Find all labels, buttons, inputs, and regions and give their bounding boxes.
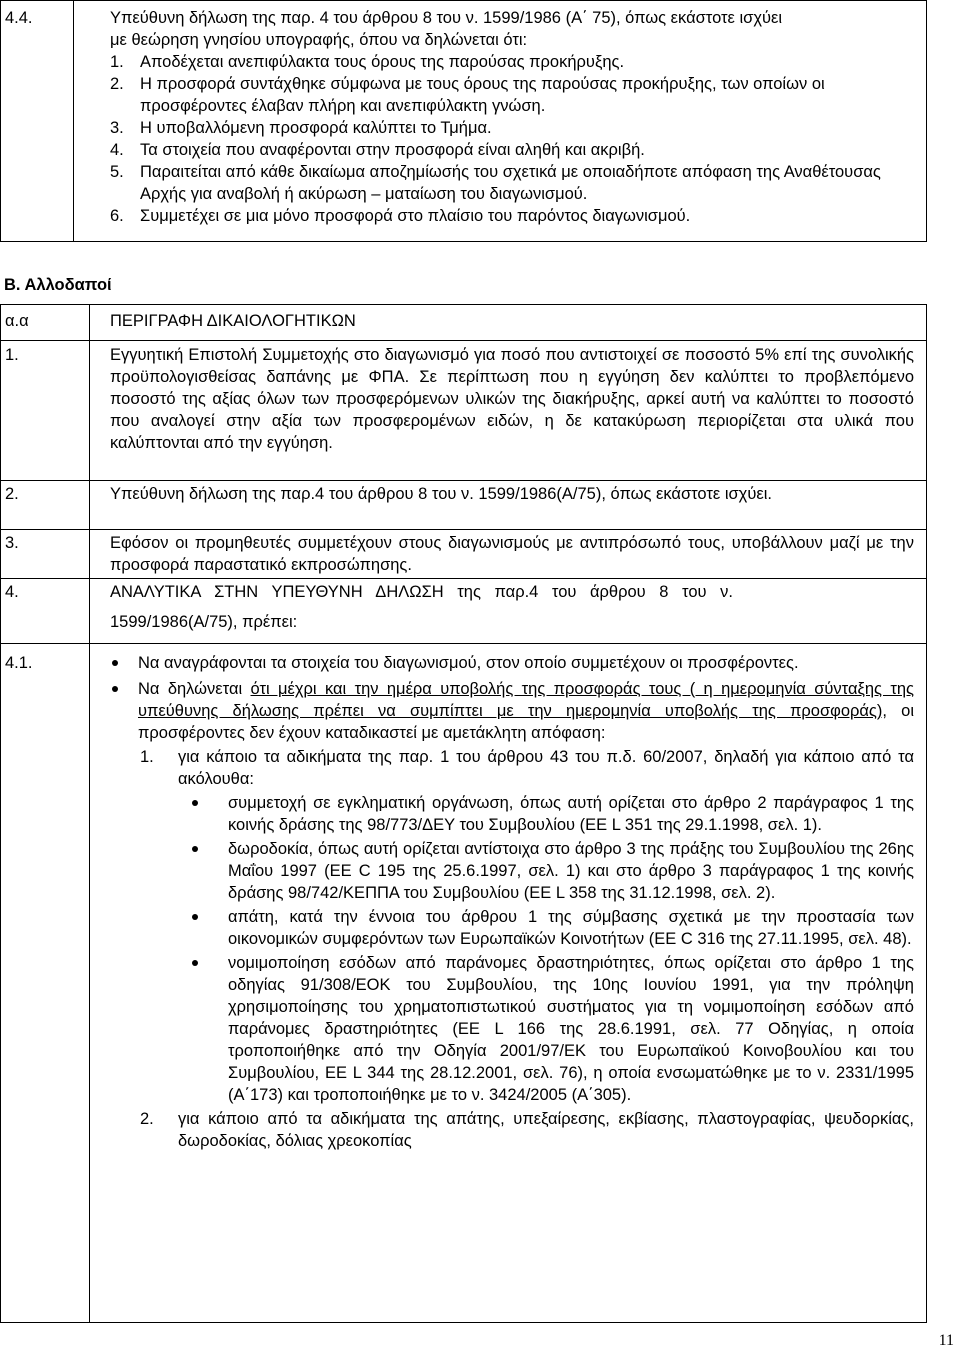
bullet-icon <box>192 800 198 806</box>
section-number: 4.4. <box>5 9 33 27</box>
declaration-intro: Υπεύθυνη δήλωση της παρ. 4 του άρθρου 8 του ν. 1599/1986 (Α΄ 75), όπως εκάστοτε ισχύει με θεώρηση γνησίου υπογραφής, όπου να δηλώνεται ότι: <box>110 9 783 49</box>
list-item: 1. Αποδέχεται ανεπιφύλακτα τους όρους της παρούσας προκήρυξης. <box>110 53 625 71</box>
list-item: 2. Η προσφορά συντάχθηκε σύμφωνα με τους όρους της παρούσας προκήρυξης, των οποίων οι προσφέροντες έλαβαν πλήρη και ανεπιφύλακτη γνώση. <box>110 75 825 115</box>
bullet-icon <box>112 686 118 692</box>
bullet-icon <box>112 660 118 666</box>
list-item: 3. Η υποβαλλόμενη προσφορά καλύπτει το Τμήμα. <box>110 119 492 137</box>
table-row: 1. Εγγυητική Επιστολή Συμμετοχής στο διαγωνισμό για ποσό που αντιστοιχεί σε ποσοστό 5% επί της συνολικής προϋπολογισθείσας δαπάνης με ΦΠΑ. Σε περίπτωση που η εγγύηση δεν καλύπτει το προβλεπόμενο ποσοστό της αξίας όλων των προσφερόμενων υλικών της διακήρυξης, αρκεί αυτή να καλύπτει το ποσοστό που αναλογεί στην αξία των προσφερομένων ειδών, η δε κατακύρωση περιορίζεται στα υλικά που καλύπτονται από την εγγύηση. <box>1 341 927 481</box>
page-number: 11 <box>938 1332 954 1349</box>
bullet-icon <box>192 846 198 852</box>
declaration-table <box>0 0 927 242</box>
list-item: 6. Συμμετέχει σε μια μόνο προσφορά στο πλαίσιο του παρόντος διαγωνισμού. <box>110 207 691 225</box>
table-header-row <box>1 305 927 341</box>
list-item: 5. Παραιτείται από κάθε δικαίωμα αποζημίωσής του σχετικά με οποιαδήποτε απόφαση της Αναθέτουσας Αρχής για αναβολή ή ακύρωση – ματαίωση του διαγωνισμού. <box>110 163 881 203</box>
bullet-icon <box>192 960 198 966</box>
section-heading: Β. Αλλοδαποί <box>4 276 112 294</box>
header-cell: α.α <box>1 305 90 341</box>
bullet-icon <box>192 914 198 920</box>
list-item: 4. Τα στοιχεία που αναφέρονται στην προσφορά είναι αληθή και ακριβή. <box>110 141 645 159</box>
documents-table <box>0 304 927 1323</box>
table-row: 4.1. Να αναγράφονται τα στοιχεία του διαγωνισμού, στον οποίο συμμετέχουν οι προσφέροντες. Να δηλώνεται ότι μέχρι και την ημέρα υποβολής της προσφοράς τους ( η ημερομηνία σύνταξης της υπεύθυνης δήλωσης πρέπει να συμπίπτει με την ημερομηνία υποβολής της προσφοράς), οι προσφέροντες δεν έχουν καταδικαστεί με αμετάκλητη απόφαση: 1. για κάποιο τα αδικήματα της παρ. 1 του άρθρου 43 του π.δ. 60/2007, δηλαδή για κάποιο από τα ακόλουθα: συμμετοχή σε εγκληματική οργάνωση, όπως αυτή ορίζεται στο άρθρο 2 παράγραφος 1 της κοινής δράσης της 98/773/ΔΕΥ του Συμβουλίου (ΕΕ L 351 της 29.1.1998, σελ. 1). δωροδοκία, όπως αυτή ορίζεται αντίστοιχα στο άρθρο 3 της πράξης του Συμβουλίου της 26ης Μαΐου 1997 (ΕΕ C 195 της 25.6.1997, σελ. 1) και στο άρθρο 3 παράγραφος 1 της κοινής δράσης 98/742/ΚΕΠΠΑ του Συμβουλίου (ΕΕ L 358 της 31.12.1998, σελ. 2). απάτη, κατά την έννοια του άρθρου 1 της σύμβασης σχετικά με την προστασία των οικονομικών συμφερόντων των Ευρωπαϊκών Κοινοτήτων (ΕΕ C 316 της 27.11.1995, σελ. 48). νομιμοποίηση εσόδων από παράνομες δραστηριότητες, όπως ορίζεται στο άρθρο 1 της οδηγίας 91/308/ΕΟΚ του Συμβουλίου, της 10ης Ιουνίου 1991, για την πρόληψη χρησιμοποίησης του χρηματοπιστωτικού συστήματος για τη νομιμοποίηση εσόδων από παράνομες δραστηριότητες (ΕΕ L 166 της 28.6.1991, σελ. 77 Οδηγίας, η οποία τροποποιήθηκε από την Οδηγία 2001/97/ΕΚ του Ευρωπαϊκού Κοινοβουλίου και του Συμβουλίου, ΕΕ L 344 της 28.12.2001, σελ. 76), η οποία ενσωματώθηκε με το ν. 2331/1995 (Α΄173) και τροποποιήθηκε με το ν. 3424/2005 (Α΄305). 2. για κάποιο από τα αδικήματα της απάτης, υπεξαίρεσης, εκβίασης, πλαστογραφίας, ψευδορκίας, δωροδοκίας, δόλιας χρεοκοπίας <box>1 644 927 1323</box>
row-number <box>1 1 74 242</box>
table-row: 4. ΑΝΑΛΥΤΙΚΑ ΣΤΗΝ ΥΠΕΥΘΥΝΗ ΔΗΛΩΣΗ της παρ.4 του άρθρου 8 του ν. 1599/1986(Α/75), πρέπει: <box>1 579 927 644</box>
table-row: 2. Υπεύθυνη δήλωση της παρ.4 του άρθρου 8 του ν. 1599/1986(Α/75), όπως εκάστοτε ισχύει. <box>1 481 927 530</box>
table-row: 3. Εφόσον οι προμηθευτές συμμετέχουν στους διαγωνισμούς με αντιπρόσωπό τους, υποβάλλουν μαζί με την προσφορά παραστατικό εκπροσώπησης. <box>1 530 927 579</box>
declaration-cell <box>74 1 927 242</box>
header-cell: ΠΕΡΙΓΡΑΦΗ ΔΙΚΑΙΟΛΟΓΗΤΙΚΩΝ <box>90 305 927 341</box>
